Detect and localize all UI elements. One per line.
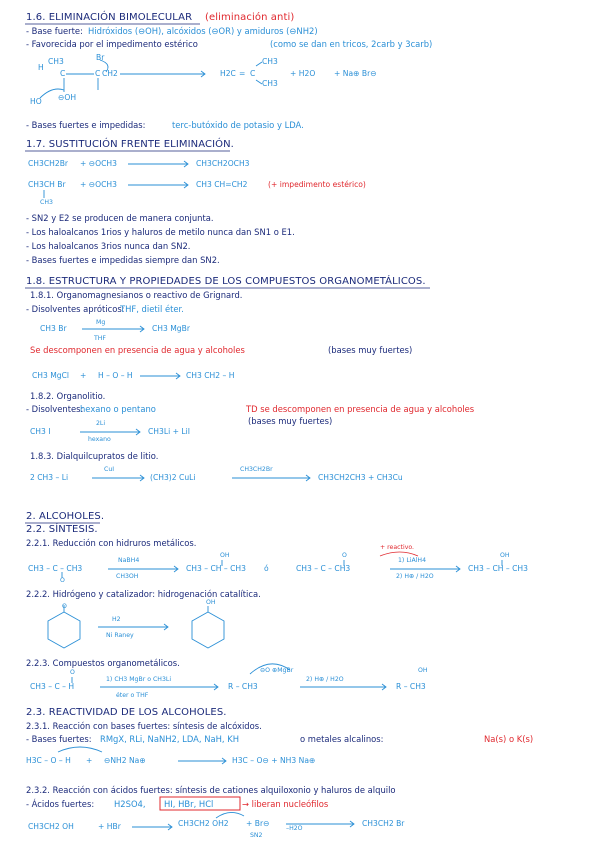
r2-right: CH3 CH=CH2 bbox=[196, 180, 248, 189]
r-react: + reactivo. bbox=[380, 544, 415, 551]
r-over2: 1) LiAlH4 bbox=[398, 557, 427, 564]
r2-note: (+ impedimento estérico) bbox=[268, 180, 366, 189]
r-o: O bbox=[60, 577, 65, 584]
li-left: CH3 I bbox=[30, 427, 51, 436]
r-oh: ⊖OH bbox=[58, 93, 77, 102]
h-over: H2 bbox=[112, 616, 121, 623]
cu-over2: CH3CH2Br bbox=[240, 466, 273, 473]
base-text: Hidróxidos (⊖OH), alcóxidos (⊖OR) y amiduros (⊖NH2) bbox=[88, 26, 318, 36]
r-or: ó bbox=[264, 564, 269, 573]
p-h2c: H2C bbox=[220, 69, 236, 78]
li-right: CH3Li + LiI bbox=[148, 427, 190, 436]
r2-left: CH3CH Br bbox=[28, 180, 66, 189]
h-under: Ni Raney bbox=[106, 632, 134, 639]
r-c: C bbox=[60, 69, 66, 78]
o-mgbr: ⊖O ⊕MgBr bbox=[260, 667, 294, 674]
g-left: CH3 Br bbox=[40, 324, 67, 333]
favor-text: (como se dan en tricos, 2carb y 3carb) bbox=[270, 39, 433, 49]
r-under: CH3OH bbox=[116, 573, 139, 580]
h-oh: OH bbox=[206, 599, 216, 606]
h-o: O bbox=[62, 603, 67, 610]
g-under: THF bbox=[94, 335, 106, 342]
red-note: Se descomponen en presencia de agua y alcoholes bbox=[30, 345, 245, 355]
base-label: - Base fuerte: bbox=[26, 26, 83, 36]
li-under: hexano bbox=[88, 436, 111, 443]
bf-label: - Bases fuertes: bbox=[26, 734, 92, 744]
r1-reagent: + ⊖OCH3 bbox=[80, 159, 117, 168]
o-over: 1) CH3 MgBr o CH3Li bbox=[106, 676, 172, 683]
af-after: → liberan nucleófilos bbox=[242, 799, 329, 809]
r2-reagent: + ⊖OCH3 bbox=[80, 180, 117, 189]
r-ch3: CH3 bbox=[48, 57, 64, 66]
r-over: NaBH4 bbox=[118, 557, 140, 564]
r-mid: CH3 – CH – CH3 bbox=[186, 564, 246, 573]
r-br: Br bbox=[96, 53, 105, 62]
af-label: - Ácidos fuertes: bbox=[26, 799, 95, 809]
bullet-1: - SN2 y E2 se producen de manera conjunta. bbox=[26, 213, 214, 223]
af-box: HI, HBr, HCl bbox=[164, 799, 214, 809]
disolv2-text: hexano o pentano bbox=[80, 404, 156, 414]
p-nabr: + Na⊕ Br⊖ bbox=[334, 69, 377, 78]
o-under: éter o THF bbox=[116, 692, 149, 699]
p-ch3a: CH3 bbox=[262, 57, 278, 66]
bf-or: o metales alcalinos: bbox=[300, 734, 384, 744]
r-oh: OH bbox=[220, 552, 230, 559]
o-o: O bbox=[70, 669, 75, 676]
e-plus2: + Br⊖ bbox=[246, 819, 270, 828]
sub-2-3: 2.3. REACTIVIDAD DE LOS ALCOHOLES. bbox=[26, 707, 227, 718]
e-plus: + HBr bbox=[98, 822, 121, 831]
cu-mid: (CH3)2 CuLi bbox=[150, 473, 196, 482]
o-left: CH3 – C – H bbox=[30, 682, 75, 691]
sub-2-3-2: 2.3.2. Reacción con ácidos fuertes: síntesis de cationes alquiloxonio y haluros de alquilo bbox=[26, 785, 396, 795]
a-right: H3C – O⊖ + NH3 Na⊕ bbox=[232, 756, 316, 765]
e-sn2: SN2 bbox=[250, 832, 263, 839]
section-title-2: 2. ALCOHOLES. bbox=[26, 511, 105, 522]
bf-red: Na(s) o K(s) bbox=[484, 734, 534, 744]
af-text: H2SO4, bbox=[114, 799, 146, 809]
bases-text: terc-butóxido de potasio y LDA. bbox=[172, 120, 304, 130]
o-over2: 2) H⊕ / H2O bbox=[306, 676, 344, 683]
sub-2-3-1: 2.3.1. Reacción con bases fuertes: síntesis de alcóxidos. bbox=[26, 721, 262, 731]
td-paren: (bases muy fuertes) bbox=[248, 416, 333, 426]
section-title-1-8: 1.8. ESTRUCTURA Y PROPIEDADES DE LOS COMPUESTOS ORGANOMETÁLICOS. bbox=[26, 276, 426, 287]
g-right: CH3 MgBr bbox=[152, 324, 190, 333]
r-oh2: OH bbox=[500, 552, 510, 559]
w-right: CH3 CH2 – H bbox=[186, 371, 235, 380]
r1-right: CH3CH2OCH3 bbox=[196, 159, 250, 168]
r1-left: CH3CH2Br bbox=[28, 159, 69, 168]
r-left: CH3 – C – CH3 bbox=[28, 564, 83, 573]
r-ho: HO bbox=[30, 97, 42, 106]
a-plus: + bbox=[86, 756, 93, 765]
p-c: C bbox=[250, 69, 256, 78]
bases-label: - Bases fuertes e impedidas: bbox=[26, 120, 146, 130]
red-paren: (bases muy fuertes) bbox=[328, 345, 413, 355]
g-over: Mg bbox=[96, 319, 106, 326]
section-title-1-7: 1.7. SUSTITUCIÓN FRENTE ELIMINACIÓN. bbox=[26, 139, 234, 150]
sub-1-8-1: 1.8.1. Organomagnesianos o reactivo de Grignard. bbox=[30, 290, 243, 300]
cu-over: CuI bbox=[104, 466, 115, 473]
e-h2o: –H2O bbox=[286, 825, 303, 832]
r-ch2: CH2 bbox=[102, 69, 118, 78]
bullet-4: - Bases fuertes e impedidas siempre dan SN2. bbox=[26, 255, 220, 265]
bullet-3: - Los haloalcanos 3rios nunca dan SN2. bbox=[26, 241, 191, 251]
disolv-text: THF, dietil éter. bbox=[120, 304, 184, 314]
a-mid: ⊖NH2 Na⊕ bbox=[104, 756, 146, 765]
bullet-2: - Los haloalcanos 1rios y haluros de metilo nunca dan SN1 o E1. bbox=[26, 227, 295, 237]
r2-sub: CH3 bbox=[40, 199, 53, 206]
p-h2o: + H2O bbox=[290, 69, 316, 78]
e-right: CH3CH2 Br bbox=[362, 819, 405, 828]
w-left: CH3 MgCl bbox=[32, 371, 70, 380]
w-plus: + bbox=[80, 371, 87, 380]
favor-label: - Favorecida por el impedimento estérico bbox=[26, 39, 198, 49]
li-over: 2Li bbox=[96, 420, 106, 427]
e-left: CH3CH2 OH bbox=[28, 822, 74, 831]
section-title-1-6: 1.6. ELIMINACIÓN BIMOLECULAR bbox=[26, 12, 193, 23]
sub-2-2-1: 2.2.1. Reducción con hidruros metálicos. bbox=[26, 538, 197, 548]
a-left: H3C – O – H bbox=[26, 756, 71, 765]
w-hoh: H – O – H bbox=[98, 371, 133, 380]
sub-2-2-3: 2.2.3. Compuestos organometálicos. bbox=[26, 658, 180, 668]
disolv-label: - Disolventes apróticos: bbox=[26, 304, 125, 314]
p-eq: = bbox=[239, 69, 246, 78]
cu-left: 2 CH3 – Li bbox=[30, 473, 69, 482]
r-h: H bbox=[38, 63, 44, 72]
cu-right: CH3CH2CH3 + CH3Cu bbox=[318, 473, 403, 482]
section-title-paren: (eliminación anti) bbox=[205, 12, 295, 23]
r-right: CH3 – CH – CH3 bbox=[468, 564, 528, 573]
o-right: R – CH3 bbox=[396, 682, 426, 691]
sub-1-8-2: 1.8.2. Organolitio. bbox=[30, 391, 106, 401]
r-left2: CH3 – C – CH3 bbox=[296, 564, 351, 573]
td-note: TD se descomponen en presencia de agua y alcoholes bbox=[246, 404, 475, 414]
disolv2-label: - Disolventes: bbox=[26, 404, 84, 414]
r-under2: 2) H⊕ / H2O bbox=[396, 573, 434, 580]
p-ch3b: CH3 bbox=[262, 79, 278, 88]
bf-text: RMgX, RLi, NaNH2, LDA, NaH, KH bbox=[100, 734, 240, 744]
sub-2-2: 2.2. SÍNTESIS. bbox=[26, 524, 98, 535]
e-mid: CH3CH2 OH2 bbox=[178, 819, 229, 828]
r-c2: C bbox=[95, 69, 101, 78]
sub-1-8-3: 1.8.3. Dialquilcupratos de litio. bbox=[30, 451, 159, 461]
r-o2: O bbox=[342, 552, 347, 559]
sub-2-2-2: 2.2.2. Hidrógeno y catalizador: hidrogenación catalítica. bbox=[26, 589, 261, 599]
o-oh: OH bbox=[418, 667, 428, 674]
o-mid: R – CH3 bbox=[228, 682, 258, 691]
